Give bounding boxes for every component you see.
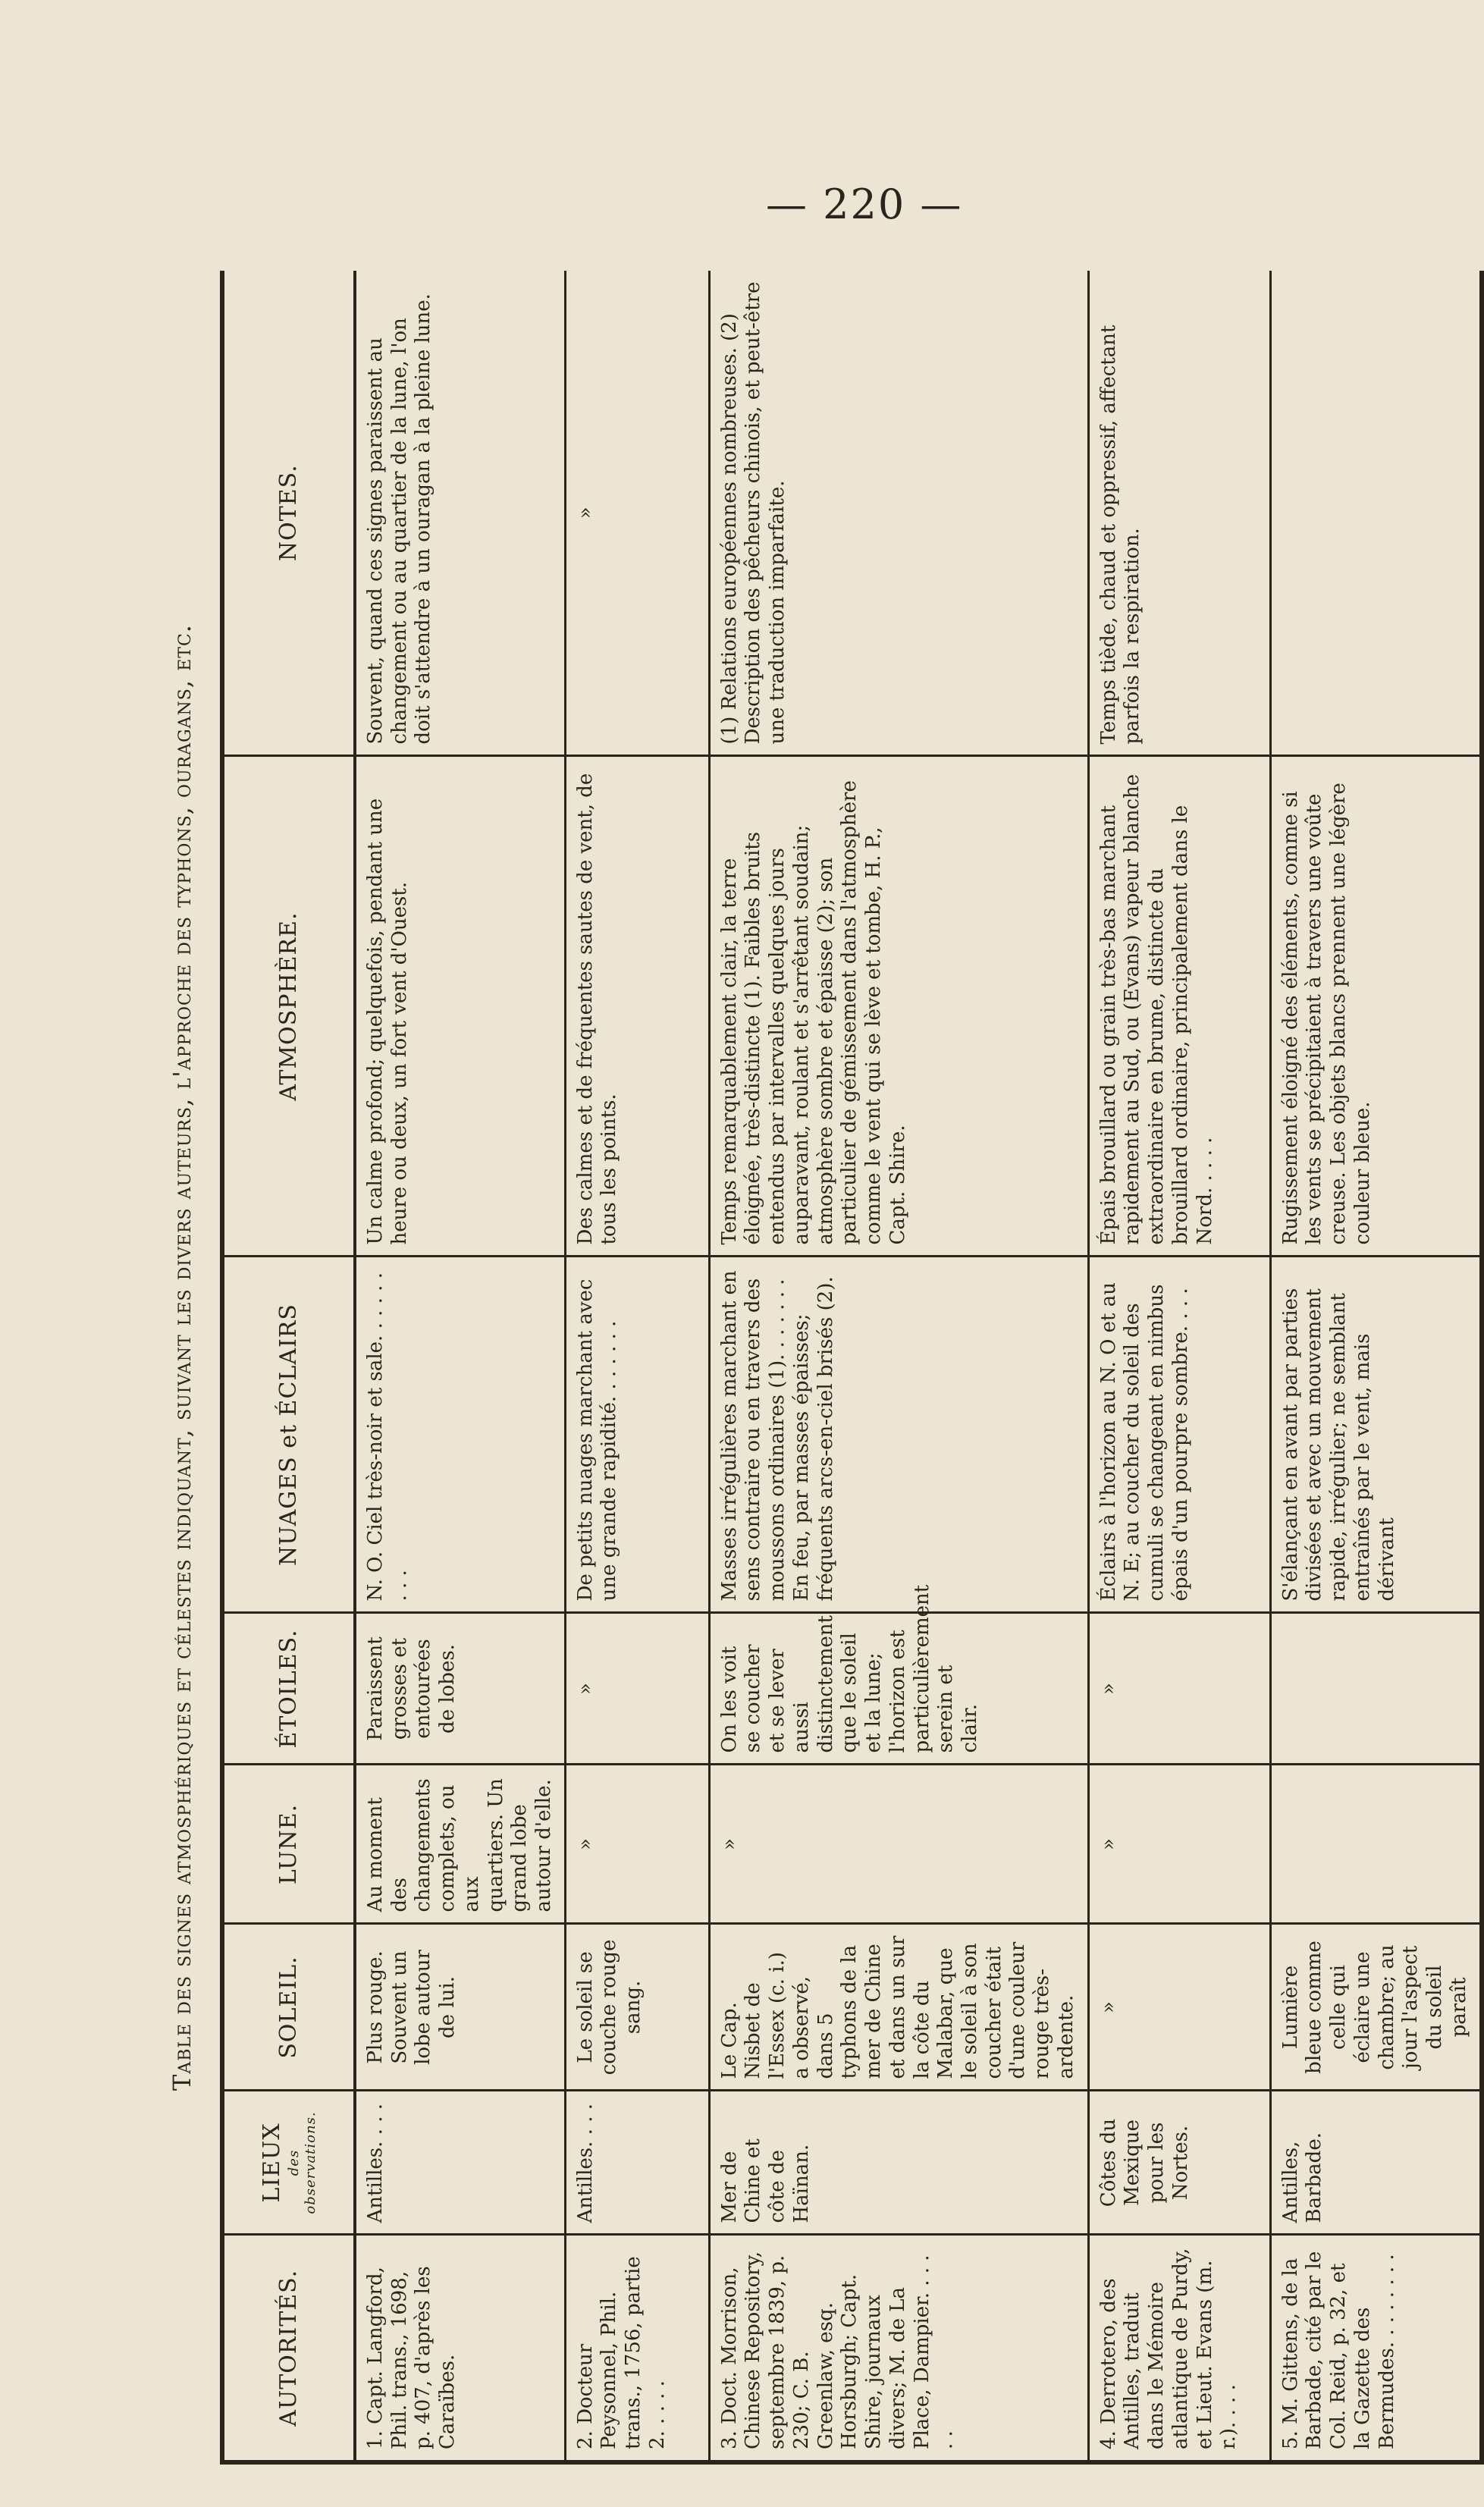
cell-nuages: N. O. Ciel très-noir et sale. . . . . . . . .	[355, 1257, 565, 1613]
cell-lieux: Côtes du Mexique pour les Nortes.	[1088, 2091, 1270, 2235]
cell-soleil: Plus rouge. Souvent un lobe autour de lui.	[355, 1924, 565, 2091]
cell-nuages: Masses irrégulières marchant en sens contraire ou en travers des moussons ordinaires (1). . . . . . . En feu, par masses épaisses; fréquents arcs-en-ciel brisés (2).	[709, 1257, 1088, 1613]
cell-lieux: Antilles. . . .	[565, 2091, 709, 2235]
cell-lieux: Antilles. . . .	[355, 2091, 565, 2235]
cell-lieux: Mer de Chine et côte de Haïnan.	[709, 2091, 1088, 2235]
header-lieux-sub: des observations.	[286, 2111, 319, 2214]
cell-autorites: 2. Docteur Peysonnel, Phil. trans., 1756, partie 2. . . . .	[565, 2235, 709, 2462]
cell-soleil: Le soleil se couche rouge sang.	[565, 1924, 709, 2091]
cell-soleil: Lumière bleue comme celle qui éclaire une chambre; au jour l'aspect du soleil paraît	[1270, 1924, 1481, 2091]
cell-atmosphere: Rugissement éloigné des éléments, comme si les vents se précipitaient à travers une voûte creuse. Les objets blancs prennent une légère couleur bleue.	[1270, 756, 1481, 1257]
cell-etoiles	[1270, 1613, 1481, 1765]
header-notes: NOTES.	[222, 271, 355, 756]
table-row	[355, 271, 565, 2462]
header-lieux-label: LIEUX	[258, 2123, 285, 2203]
cell-lune: Au moment des changements complets, ou aux quartiers. Un grand lobe autour d'elle.	[355, 1765, 565, 1924]
header-autorites: AUTORITÉS.	[222, 2235, 355, 2462]
table-row	[1270, 271, 1481, 2462]
cell-etoiles: On les voit se coucher et se lever aussi distinctement que le soleil et la lune; l'horizon est particulièrement serein et clair.	[709, 1613, 1088, 1765]
header-soleil: SOLEIL.	[222, 1924, 355, 2091]
cell-lieux: Antilles, Barbade.	[1270, 2091, 1481, 2235]
cell-soleil: »	[1088, 1924, 1270, 2091]
cell-nuages: Éclairs à l'horizon au N. O et au N. E; au coucher du soleil des cumuli se changeant en nimbus épais d'un pourpre sombre. . . .	[1088, 1257, 1270, 1613]
cell-atmosphere: Temps remarquablement clair, la terre éloignée, très-distincte (1). Faibles bruits entendus par intervalles quelques jours auparavant, roulant et s'arrêtant soudain; atmosphère sombre et épaisse (2); son particulier de gémissement dans l'atmosphère comme le vent qui se lève et tombe, H. P., Capt. Shire.	[709, 756, 1088, 1257]
cell-lune: »	[565, 1765, 709, 1924]
table-row	[565, 271, 709, 2462]
table-caption: Table des signes atmosphériques et célestes indiquant, suivant les divers auteurs, l'approche des typhons, ouragans, etc.	[168, 624, 196, 2091]
cell-notes: »	[565, 271, 709, 756]
header-nuages: NUAGES et ÉCLAIRS	[222, 1257, 355, 1613]
table-row	[709, 271, 1088, 2462]
cell-etoiles: Paraissent grosses et entourées de lobes.	[355, 1613, 565, 1765]
cell-autorites: 3. Doct. Morrison, Chinese Repository, septembre 1839, p. 230; C. B. Greenlaw, esq. Horsburgh; Capt. Shire, journaux divers; M. de La Place, Dampier. . . . . .	[709, 2235, 1088, 2462]
cell-atmosphere: Épais brouillard ou grain très-bas marchant rapidement au Sud, ou (Evans) vapeur blanche extraordinaire en brume, distincte du brouillard ordinaire, principalement dans le Nord. . . . .	[1088, 756, 1270, 1257]
cell-etoiles: »	[565, 1613, 709, 1765]
cell-notes	[1270, 271, 1481, 756]
cell-nuages: De petits nuages marchant avec une grande rapidité. . . . . . .	[565, 1257, 709, 1613]
cell-notes: Souvent, quand ces signes paraissent au changement ou au quartier de la lune, l'on doit s'attendre à un ouragan à la pleine lune.	[355, 271, 565, 756]
header-etoiles: ÉTOILES.	[222, 1613, 355, 1765]
cell-autorites: 4. Derrotero, des Antilles, traduit dans le Mémoire atlantique de Purdy, et Lieut. Evans (m. r.). . . .	[1088, 2235, 1270, 2462]
header-lieux	[222, 2091, 355, 2235]
cell-autorites: 1. Capt. Langford, Phil. trans., 1698, p. 407, d'après les Caraïbes.	[355, 2235, 565, 2462]
cell-notes: Temps tiède, chaud et oppressif, affectant parfois la respiration.	[1088, 271, 1270, 756]
header-atmosphere: ATMOSPHÈRE.	[222, 756, 355, 1257]
cell-autorites: 5. M. Gittens, de la Barbade, cité par le Col. Reid, p. 32, et la Gazette des Bermudes. . . . . . . .	[1270, 2235, 1481, 2462]
header-lune: LUNE.	[222, 1765, 355, 1924]
cell-atmosphere: Des calmes et de fréquentes sautes de vent, de tous les points.	[565, 756, 709, 1257]
table-header-row	[222, 271, 355, 2462]
cell-notes: (1) Relations européennes nombreuses. (2) Description des pêcheurs chinois, et peut-être une traduction imparfaite.	[709, 271, 1088, 756]
cell-lune	[1270, 1765, 1481, 1924]
cell-etoiles: »	[1088, 1613, 1270, 1765]
cell-lune: »	[709, 1765, 1088, 1924]
table-row	[1088, 271, 1270, 2462]
page-number: — 220 —	[766, 180, 963, 228]
cell-lune: »	[1088, 1765, 1270, 1924]
signs-table	[220, 271, 1484, 2465]
cell-atmosphere: Un calme profond; quelquefois, pendant une heure ou deux, un fort vent d'Ouest.	[355, 756, 565, 1257]
rotated-table-region	[152, 114, 1470, 2465]
cell-soleil: Le Cap. Nisbet de l'Essex (c. i.) a observé, dans 5 typhons de la mer de Chine et dans un sur la côte du Malabar, que le soleil à son coucher était d'une couleur rouge très-ardente.	[709, 1924, 1088, 2091]
cell-nuages: S'élançant en avant par parties divisées et avec un mouvement rapide, irrégulier; ne semblant entraînés par le vent, mais dérivant	[1270, 1257, 1481, 1613]
